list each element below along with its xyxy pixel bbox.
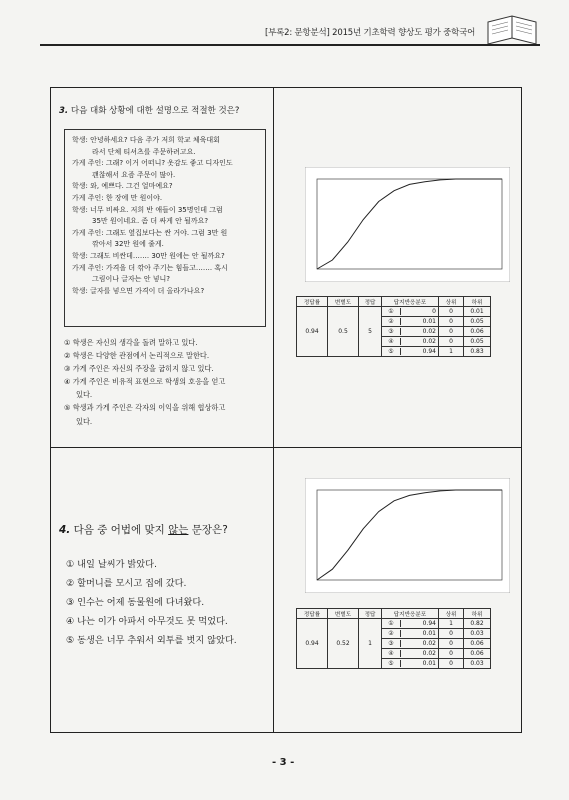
table-cell-upper: 0 [439,659,464,669]
curve-svg [305,167,510,282]
option-number: ② [382,630,401,637]
table-header-cell: 상위 [439,609,464,619]
table-cell-rate: 0.94 [297,307,328,357]
table-header-cell: 하위 [464,609,491,619]
question-4-text-a: 다음 중 어법에 맞지 [73,524,169,536]
option-distribution: 0.02 [422,650,436,657]
table-cell-option [382,619,439,629]
table-row [297,619,491,629]
table-cell-option [382,317,439,327]
table-header-cell: 정답 [359,297,382,307]
table-header-cell: 상위 [439,297,464,307]
table-cell-option [382,327,439,337]
table-cell-upper: 0 [439,337,464,347]
dialogue-line: 깎아서 32만 원에 줄게. [92,240,164,249]
option-item: ③ 인수는 어제 동물원에 다녀왔다. [66,597,205,608]
page-number: - 3 - [272,757,295,768]
option-item: ⑤ 학생과 가게 주인은 각자의 이익을 위해 협상하고 [64,403,226,413]
table-cell-upper: 0 [439,639,464,649]
dialogue-line: 괜찮해서 요즘 주문이 많아. [92,170,176,179]
option-item: ① 내일 날씨가 밝았다. [66,559,157,570]
header-rule [40,44,540,46]
option-number: ① [382,308,401,315]
table-cell-disc: 0.5 [328,307,359,357]
table-cell-lower: 0.05 [464,317,491,327]
question-3-stem [59,104,239,116]
table-header-cell: 변별도 [328,297,359,307]
option-number: ③ [382,640,401,647]
table-cell-answer: 5 [359,307,382,357]
dialogue-line: 그림이나 글자는 안 넣니? [92,275,171,284]
table-cell-answer: 1 [359,619,382,669]
table-cell-lower: 0.05 [464,337,491,347]
option-number: ② [382,318,401,325]
option-distribution: 0.01 [422,660,436,667]
option-item: 있다. [76,390,93,400]
option-item: ② 할머니를 모시고 집에 갔다. [66,578,187,589]
option-distribution: 0 [432,308,436,315]
dialogue-line: 학생: 글자를 넣으면 가격이 더 올라가나요? [72,286,205,295]
chart-background [305,167,510,282]
dialogue-line: 가게 주인: 한 장에 만 원이야. [72,193,163,202]
dialogue-line: 가게 주인: 그래도 옆집보다는 싼 거야. 그럼 3만 원 [72,228,228,237]
dialogue-line: 학생: 너무 비싸요. 저희 반 애들이 35명인데 그럼 [72,205,223,214]
table-cell-lower: 0.03 [464,659,491,669]
open-book-icon [484,14,540,48]
table-header-cell: 변별도 [328,609,359,619]
table-header-cell: 하위 [464,297,491,307]
table-cell-upper: 0 [439,317,464,327]
option-distribution: 0.94 [422,348,436,355]
dialogue-line: 학생: 그래도 비싼데……. 30만 원에는 안 될까요? [72,251,225,260]
table-cell-lower: 0.06 [464,327,491,337]
question-3-options [64,336,272,428]
table-cell-upper: 0 [439,307,464,317]
option-number: ⑤ [382,348,401,355]
dialogue-line: 학생: 와, 예쁘다. 그건 얼마예요? [72,182,173,191]
option-number: ④ [382,338,401,345]
table-cell-lower: 0.01 [464,307,491,317]
item-statistics-table-3 [296,296,491,357]
table-cell-lower: 0.06 [464,639,491,649]
column-divider [273,87,274,733]
table-cell-option [382,337,439,347]
question-4-options [66,555,237,650]
table-cell-option [382,649,439,659]
option-number: ③ [382,328,401,335]
question-3-text: 다음 대화 상황에 대한 설명으로 적절한 것은? [70,106,240,116]
table-cell-disc: 0.52 [328,619,359,669]
table-cell-option [382,629,439,639]
curve-svg [305,478,510,593]
table-cell-upper: 1 [439,619,464,629]
table-header-cell: 답지반응분포 [382,297,439,307]
table-cell-lower: 0.82 [464,619,491,629]
option-item: 있다. [76,416,93,426]
table-cell-lower: 0.83 [464,347,491,357]
dialogue-line: 라서 단체 티셔츠를 주문하려고요. [92,147,196,156]
table-header-cell: 정답 [359,609,382,619]
option-item: ② 학생은 다양한 관점에서 논리적으로 말한다. [64,351,210,361]
dialogue-box [64,129,266,327]
question-4-stem [59,522,228,537]
item-characteristic-curve-4 [305,478,510,593]
table-cell-lower: 0.06 [464,649,491,659]
option-distribution: 0.02 [422,640,436,647]
option-item: ⑤ 동생은 너무 추워서 외투를 벗지 않았다. [66,635,237,646]
table-header-cell: 정답률 [297,297,328,307]
table-header-cell: 답지반응분포 [382,609,439,619]
table-header-cell: 정답률 [297,609,328,619]
table-cell-option [382,347,439,357]
table-cell-upper: 0 [439,327,464,337]
table-cell-option [382,639,439,649]
dialogue-line: 35만 원이네요. 좀 더 싸게 안 될까요? [92,217,209,226]
item-characteristic-curve-3 [305,167,510,282]
option-number: ⑤ [382,660,401,667]
item-statistics-table-4 [296,608,491,669]
row-divider [50,447,522,448]
dialogue-line: 학생: 안녕하세요? 다음 주가 저희 학교 체육대회 [72,136,220,144]
page-header: [부록2: 문항분석] 2015년 기초학력 향상도 평가 중학국어 [265,28,476,38]
option-distribution: 0.02 [422,328,436,335]
option-distribution: 0.01 [422,318,436,325]
table-cell-upper: 0 [439,629,464,639]
table-row [297,307,491,317]
table-cell-option [382,659,439,669]
option-item: ① 학생은 자신의 생각을 돌려 말하고 있다. [64,338,198,347]
option-item: ③ 가게 주인은 자신의 주장을 굽히지 않고 있다. [64,364,214,374]
question-3-number: 3. [59,106,69,116]
dialogue-line: 가게 주인: 가격을 더 깎아 주기는 힘들고……. 혹시 [72,263,228,272]
question-4-text-underlined: 않는 [168,524,189,536]
table-cell-option [382,307,439,317]
option-number: ④ [382,650,401,657]
table-cell-rate: 0.94 [297,619,328,669]
option-item: ④ 가게 주인은 비유적 표현으로 학생의 호응을 얻고 [64,377,226,387]
table-cell-upper: 1 [439,347,464,357]
option-number: ① [382,620,401,627]
chart-background [305,478,510,593]
option-item: ④ 나는 이가 아파서 아무것도 못 먹었다. [66,616,228,627]
dialogue-line: 가게 주인: 그래? 이거 어떠니? 옷감도 좋고 디자인도 [72,159,233,168]
option-distribution: 0.01 [422,630,436,637]
table-cell-lower: 0.03 [464,629,491,639]
option-distribution: 0.02 [422,338,436,345]
table-cell-upper: 0 [439,649,464,659]
question-4-text-b: 문장은? [188,524,228,536]
option-distribution: 0.94 [422,620,436,627]
question-4-number: 4. [59,524,71,536]
